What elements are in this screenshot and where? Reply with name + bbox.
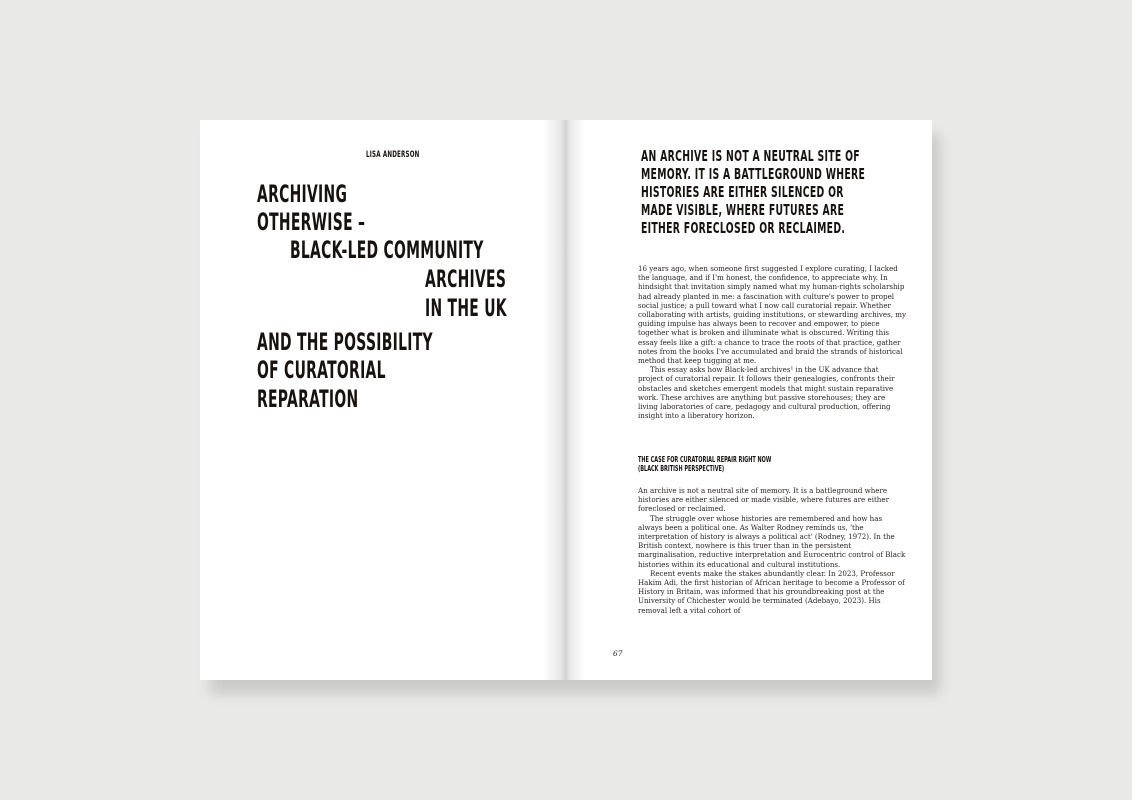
page-number: 67 <box>613 649 623 658</box>
body-paragraph: Recent events make the stakes abundantly clear. In 2023, Professor Hakim Adi, the first historian of African heritage to become a Professor of History in Britain, was informed that his groundbreaking post at the University of Chichester would be terminated (Adebayo, 2023). His removal left a vital cohort of <box>638 568 905 615</box>
title-line: OF CURATORIAL <box>257 356 386 384</box>
title-line: ARCHIVING <box>257 180 348 208</box>
pull-quote-line: EITHER FORECLOSED OR RECLAIMED. <box>641 219 846 237</box>
pull-quote-line: AN ARCHIVE IS NOT A NEUTRAL SITE OF <box>641 147 860 165</box>
section-heading: (BLACK BRITISH PERSPECTIVE) <box>638 464 725 473</box>
title-line: OTHERWISE – <box>257 208 366 236</box>
book-spread <box>200 120 932 680</box>
body-paragraph: 16 years ago, when someone first suggested I explore curating, I lacked the language, and if I'm honest, the confidence, to appreciate why. In hindsight that invitation simply named what my human-rights scholarship had already planted in me: a fascination with culture's power to propel social justice; a pull toward what I now call curatorial repair. Whether collaborating with artists, guiding institutions, or stewarding archives, my guiding impulse has always been to recover and empower, to piece together what is broken and illuminate what is obscured. Writing this essay feels like a gift: a chance to trace the roots of that practice, gather notes from the books I've accumulated and braid the strands of historical method that keep tugging at me. <box>638 264 906 366</box>
gutter-shade-left <box>544 120 566 680</box>
right-page <box>566 120 932 680</box>
section-text <box>638 486 906 615</box>
gutter-shade-right <box>566 120 584 680</box>
pull-quote-line: MEMORY. IT IS A BATTLEGROUND WHERE <box>641 165 866 183</box>
body-paragraph: This essay asks how Black-led archives¹ in the UK advance that project of curatorial repair. It follows their genealogies, confronts their obstacles and sketches emergent models that might sustain reparative work. These archives are anything but passive storehouses; they are living laboratories of care, pedagogy and cultural production, offering insight into a liberatory horizon. <box>638 365 895 421</box>
title-line: BLACK-LED COMMUNITY <box>290 236 484 264</box>
pull-quote-line: MADE VISIBLE, WHERE FUTURES ARE <box>641 201 845 219</box>
title-line: IN THE UK <box>425 294 507 322</box>
title-line: AND THE POSSIBILITY <box>257 328 433 356</box>
title-line: ARCHIVES <box>425 265 507 293</box>
section-heading: THE CASE FOR CURATORIAL REPAIR RIGHT NOW <box>638 455 772 464</box>
title-line: REPARATION <box>257 385 359 413</box>
author-name: LISA ANDERSON <box>366 150 420 160</box>
left-page <box>200 120 566 680</box>
body-paragraph: An archive is not a neutral site of memory. It is a battleground where histories are either silenced or made visible, where futures are either foreclosed or reclaimed. <box>638 486 889 514</box>
intro-text <box>638 264 906 420</box>
body-paragraph: The struggle over whose histories are remembered and how has always been a political one. As Walter Rodney reminds us, 'the interpretation of history is always a political act' (Rodney, 1972). In the British context, nowhere is this truer than in the persistent marginalisation, reductive interpretation and Eurocentric control of Black histories within its educational and cultural institutions. <box>638 513 906 569</box>
pull-quote-line: HISTORIES ARE EITHER SILENCED OR <box>641 183 844 201</box>
